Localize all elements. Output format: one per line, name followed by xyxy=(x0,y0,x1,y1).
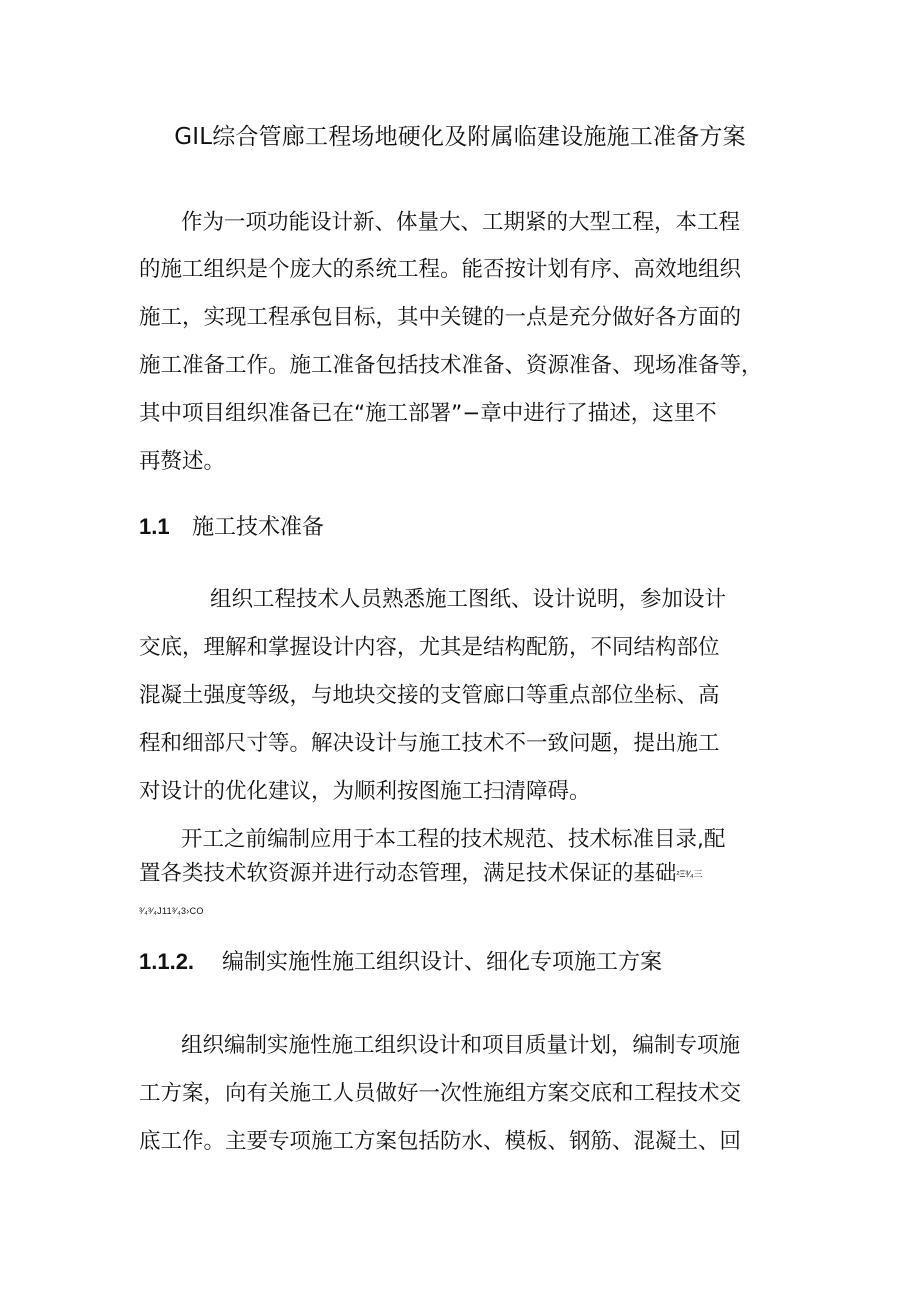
intro-line-4: 施工准备工作。施工准备包括技术准备、资源准备、现场准备等， xyxy=(139,353,763,378)
section-heading-1-1-2 xyxy=(139,947,662,978)
construction-plan-line-3: 底工作。主要专项施工方案包括防水、模板、钢筋、混凝土、回 xyxy=(139,1129,742,1154)
section-title: 编制实施性施工组织设计、细化专项施工方案 xyxy=(222,950,663,975)
intro-line-2: 的施工组织是个庞大的系统工程。能否按计划有序、高效地组织 xyxy=(139,257,742,282)
tech-standards-line-2 xyxy=(139,859,703,889)
construction-plan-line-1: 组织编制实施性施工组织设计和项目质量计划，编制专项施 xyxy=(181,1033,741,1058)
section-number: 1.1.2. xyxy=(139,949,195,974)
garbled-tail: ²Ξ³⁄₄三 xyxy=(676,869,703,879)
document-title: GIL综合管廊工程场地硬化及附属临建设施施工准备方案 xyxy=(174,124,746,150)
intro-line-6: 再赘述。 xyxy=(139,449,226,474)
section-heading-1-1 xyxy=(139,512,324,543)
tech-standards-line-1: 开工之前编制应用于本工程的技术规范、技术标准目录,配 xyxy=(181,827,726,852)
garbled-text-line: ³⁄₄³⁄₄J11³⁄₄3›CO xyxy=(139,906,204,916)
tech-prep-line-3: 混凝土强度等级，与地块交接的支管廊口等重点部位坐标、高 xyxy=(139,683,720,708)
tech-prep-line-5: 对设计的优化建议，为顺利按图施工扫清障碍。 xyxy=(139,779,591,804)
intro-line-1: 作为一项功能设计新、体量大、工期紧的大型工程，本工程 xyxy=(181,210,741,235)
intro-line-3: 施工，实现工程承包目标，其中关键的一点是充分做好各方面的 xyxy=(139,305,742,330)
tech-standards-line-2-text: 置各类技术软资源并进行动态管理，满足技术保证的基础 xyxy=(139,861,677,886)
construction-plan-line-2: 工方案，向有关施工人员做好一次性施组方案交底和工程技术交 xyxy=(139,1081,742,1106)
tech-prep-line-2: 交底，理解和掌握设计内容，尤其是结构配筋，不同结构部位 xyxy=(139,635,720,660)
section-title: 施工技术准备 xyxy=(192,515,325,540)
tech-prep-line-1: 组织工程技术人员熟悉施工图纸、设计说明，参加设计 xyxy=(210,587,727,612)
intro-line-5: 其中项目组织准备已在“施工部署”−章中进行了描述，这里不 xyxy=(139,401,717,426)
section-number: 1.1 xyxy=(139,514,170,539)
tech-prep-line-4: 程和细部尺寸等。解决设计与施工技术不一致问题，提出施工 xyxy=(139,731,720,756)
